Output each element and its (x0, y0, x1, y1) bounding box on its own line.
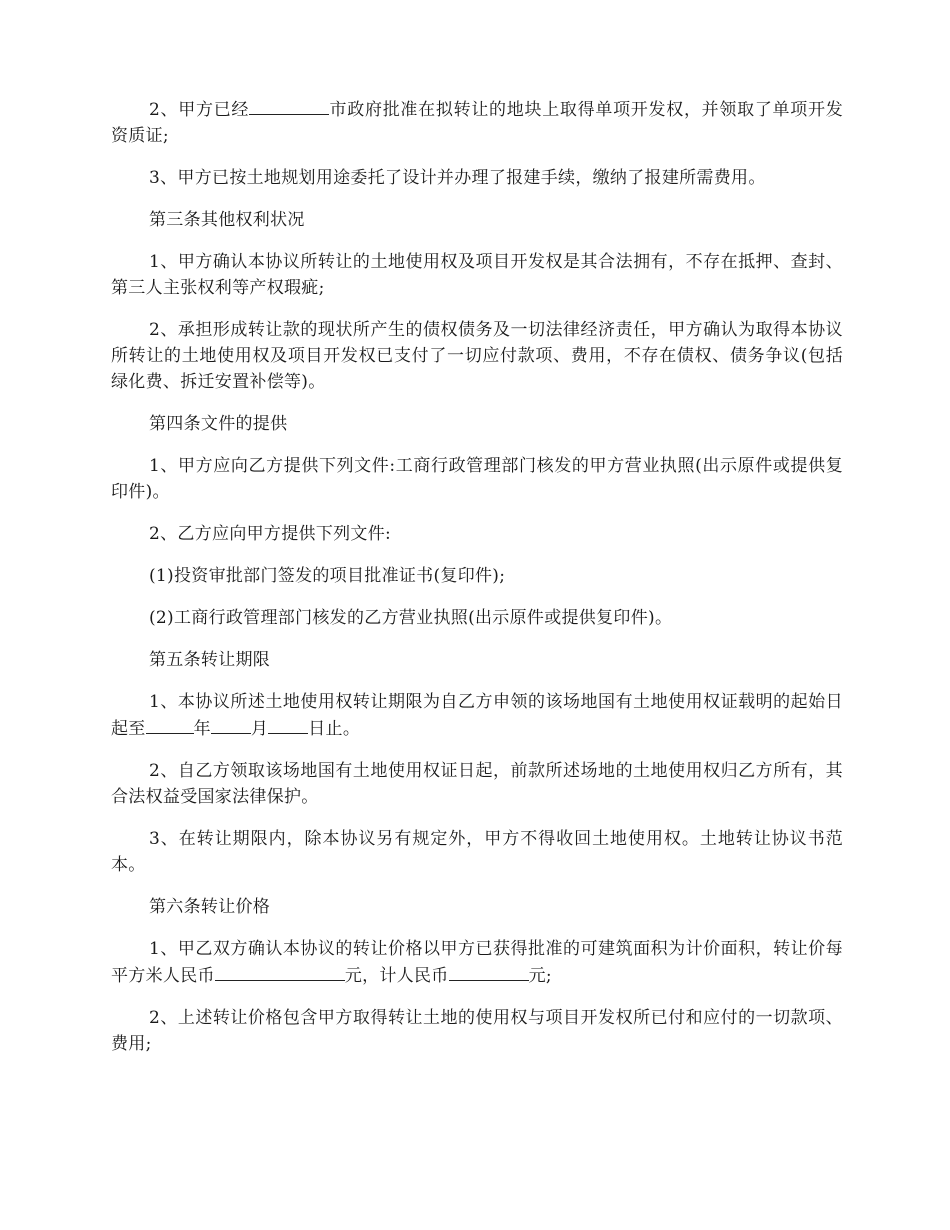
text-segment: 1、本协议所述土地使用权转让期限为自乙方申领的该场地国有土地使用权证载明的起始日起至 (111, 692, 843, 739)
text-segment: 2、甲方已经 (149, 100, 250, 120)
section-heading-article-4: 第四条文件的提供 (149, 414, 288, 434)
fill-in-blank-unit-price (215, 962, 345, 981)
paragraph-clause-4-2-2: (2)工商行政管理部门核发的乙方营业执照(出示原件或提供复印件)。 (149, 608, 673, 628)
text-segment: 1、甲乙双方确认本协议的转让价格以甲方已获得批准的可建筑面积为计价面积，转让价每平方米人民币 (111, 939, 843, 986)
paragraph-clause-2-3: 3、甲方已按土地规划用途委托了设计并办理了报建手续，缴纳了报建所需费用。 (149, 168, 766, 188)
text-segment: 年 (193, 719, 211, 739)
paragraph-clause-6-2: 2、上述转让价格包含甲方取得转让土地的使用权与项目开发权所已付和应付的一切款项、费用; (111, 1008, 843, 1054)
paragraph-clause-4-2-1: (1)投资审批部门签发的项目批准证书(复印件); (149, 566, 506, 586)
section-heading-article-5: 第五条转让期限 (149, 650, 271, 670)
text-segment: 月 (250, 719, 269, 739)
fill-in-blank-year (146, 715, 194, 734)
fill-in-blank-total-price (449, 962, 529, 981)
text-segment: 日止。 (308, 719, 361, 739)
text-segment: 元，计人民币 (344, 966, 449, 986)
paragraph-clause-5-1 (111, 689, 843, 742)
text-segment: 元; (528, 966, 552, 986)
paragraph-clause-2-2 (111, 96, 843, 149)
document-page (111, 96, 843, 1073)
paragraph-clause-5-3: 3、在转让期限内，除本协议另有规定外，甲方不得收回土地使用权。土地转让协议书范本。 (111, 829, 843, 875)
paragraph-clause-6-1 (111, 936, 843, 989)
paragraph-clause-3-1: 1、甲方确认本协议所转让的土地使用权及项目开发权是其合法拥有，不存在抵押、查封、第三人主张权利等产权瑕疵; (111, 252, 843, 298)
paragraph-clause-3-2: 2、承担形成转让款的现状所产生的债权债务及一切法律经济责任，甲方确认为取得本协议所转让的土地使用权及项目开发权已支付了一切应付款项、费用，不存在债权、债务争议(包括绿化费、拆迁安置补偿等)。 (111, 320, 843, 392)
fill-in-blank-day (268, 715, 308, 734)
paragraph-clause-5-2: 2、自乙方领取该场地国有土地使用权证日起，前款所述场地的土地使用权归乙方所有，其合法权益受国家法律保护。 (111, 761, 843, 807)
section-heading-article-6: 第六条转让价格 (149, 897, 271, 917)
text-segment: 市政府批准在拟转让的地块上取得单项开发权，并领取了单项开发资质证; (111, 100, 843, 146)
fill-in-blank-city (249, 96, 329, 115)
paragraph-clause-4-1: 1、甲方应向乙方提供下列文件:工商行政管理部门核发的甲方营业执照(出示原件或提供复印件)。 (111, 456, 843, 502)
fill-in-blank-month (211, 715, 251, 734)
section-heading-article-3: 第三条其他权利状况 (149, 210, 305, 230)
paragraph-clause-4-2: 2、乙方应向甲方提供下列文件: (149, 524, 392, 544)
